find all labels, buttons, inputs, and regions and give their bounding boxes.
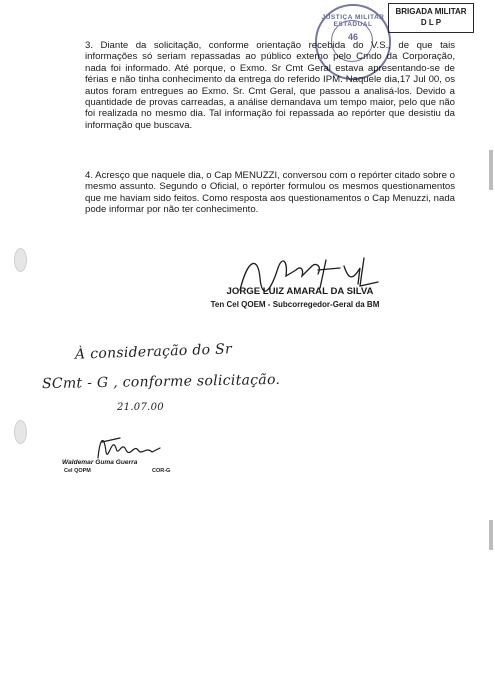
paragraph-4: 4. Acresço que naquele dia, o Cap MENUZZI, conversou com o repórter citado sobre o mesmo assunto. Segundo o Oficial, o repórter formulou os mesmos questionamentos que me haviam sido feitos. Como resposta aos questionamentos o Cap Menuzzi, nada pode informar por não ter conhecimento. [85,170,455,216]
second-signatory-rank: Cel QOPM [64,468,91,474]
box-stamp-line1: BRIGADA MILITAR [395,7,467,16]
handwritten-note-line2: SCmt - G , conforme solicitação. [41,371,281,393]
round-stamp-text: JUSTIÇA MILITAR ESTADUAL [321,14,385,28]
round-stamp-number: 46 [347,32,358,42]
box-stamp [388,3,474,33]
second-signatory-office: COR-G [152,468,171,474]
handwritten-date: 21.07.00 [117,402,164,413]
signatory-title: Ten Cel QOEM - Subcorregedor-Geral da BM [210,300,380,309]
second-signatory-name: Waldemar Guma Guerra [62,459,138,466]
handwritten-note-line1: À consideração do Sr [74,341,233,363]
paragraph-3: 3. Diante da solicitação, conforme orientação recebida do V.S., de que tais informações só seriam repassadas ao público externo pelo Cmdo da Corporação, nada foi informado. Até porque, o Exmo. Sr Cmt Geral estava apresentando-se de férias e não tinha conhecimento da entrega do referido IPM. Naquele dia,17 Jul 00, os autos foram entregues ao Exmo. Sr. Cmt Geral, que passou a analisá-los. Devido a quantidade de provas carreadas, a análise demandava um tempo maior, pelo que não foi realizada no mesmo dia. Tal informação foi repassada ao repórter que desistiu da informação que buscava. [85,40,455,131]
box-stamp-line2: D L P [420,18,442,27]
scan-edge-mark [489,150,493,190]
punch-hole [14,248,27,272]
signatory-name: JORGE LUIZ AMARAL DA SILVA [226,286,374,297]
signature-scribble [200,248,400,308]
punch-hole [14,420,27,444]
scan-edge-mark [489,520,493,550]
